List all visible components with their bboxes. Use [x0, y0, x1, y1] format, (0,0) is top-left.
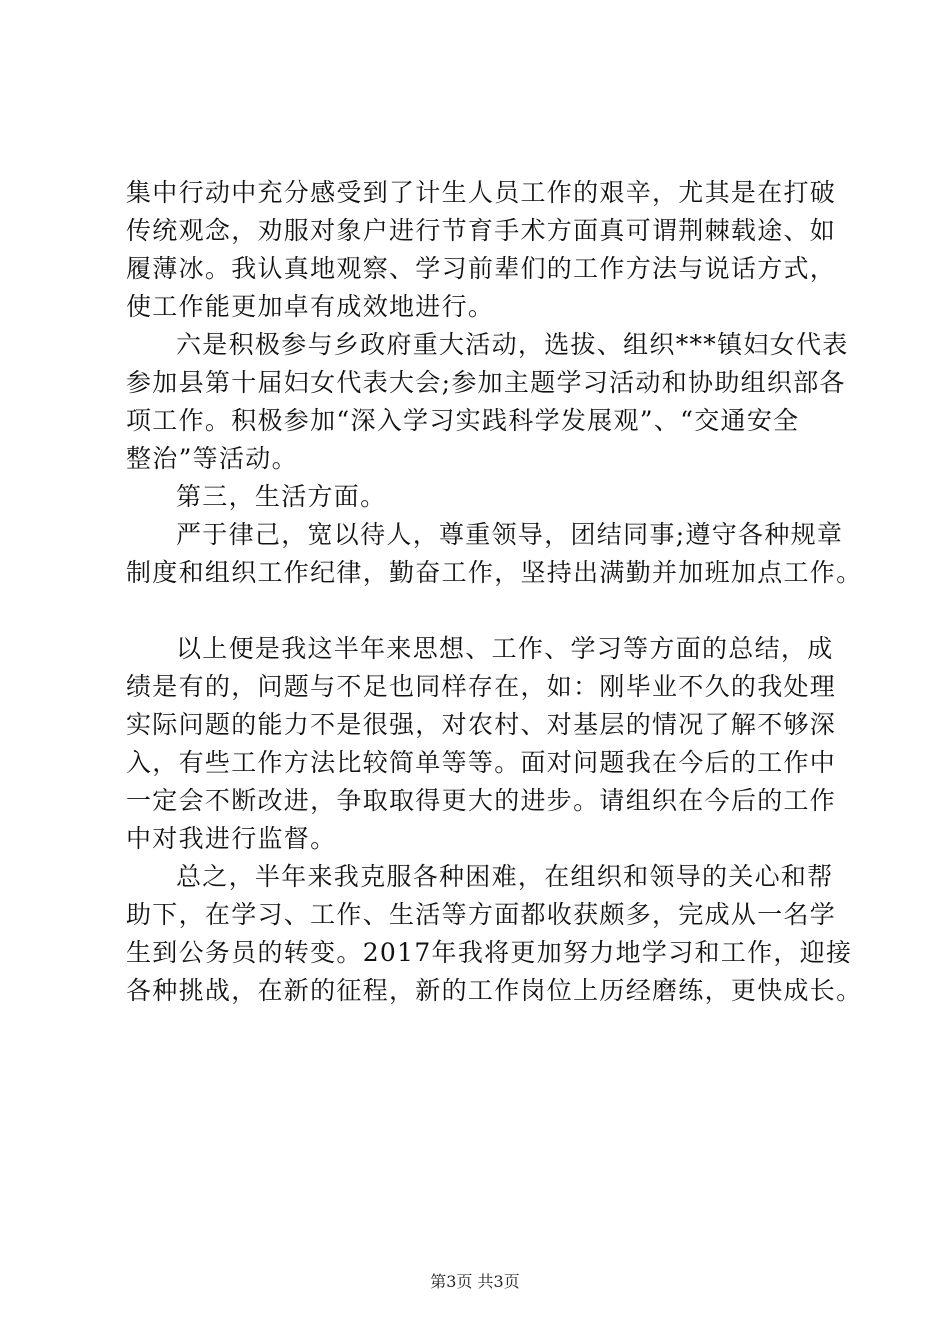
- text-line: 使工作能更加卓有成效地进行。: [126, 292, 495, 321]
- text-line: 制度和组织工作纪律，勤奋工作，坚持出满勤并加班加点工作。: [126, 558, 863, 587]
- text-line: 传统观念，劝服对象户进行节育手术方面真可谓荆棘载途、如: [126, 216, 837, 245]
- text-line: 实际问题的能力不是很强，对农村、对基层的情况了解不够深: [126, 710, 837, 739]
- text-line: 助下，在学习、工作、生活等方面都收获颇多，完成从一名学: [126, 900, 837, 929]
- text-line: 整治”等活动。: [126, 444, 298, 473]
- document-body: [126, 174, 863, 1010]
- text-line: 项工作。积极参加“深入学习实践科学发展观”、“交通安全: [126, 406, 800, 435]
- text-line: 绩是有的，问题与不足也同样存在，如：刚毕业不久的我处理: [126, 672, 837, 701]
- text-line: 参加县第十届妇女代表大会;参加主题学习活动和协助组织部各: [126, 368, 846, 397]
- section-heading: 第三，生活方面。: [176, 482, 387, 511]
- text-line: 总之，半年来我克服各种困难，在组织和领导的关心和帮: [176, 862, 834, 891]
- text-line: 履薄冰。我认真地观察、学习前辈们的工作方法与说话方式，: [126, 254, 837, 283]
- paragraph-gap: [126, 592, 838, 630]
- text-line: 六是积极参与乡政府重大活动，选拔、组织***镇妇女代表: [176, 330, 849, 359]
- page-number-footer: 第3页 共3页: [430, 1272, 520, 1291]
- text-line: 以上便是我这半年来思想、工作、学习等方面的总结，成: [176, 634, 834, 663]
- text-line: 中对我进行监督。: [126, 824, 337, 853]
- text-line: 集中行动中充分感受到了计生人员工作的艰辛，尤其是在打破: [126, 178, 837, 207]
- text-line: 入，有些工作方法比较简单等等。面对问题我在今后的工作中: [126, 748, 837, 777]
- text-line: 生到公务员的转变。2017年我将更加努力地学习和工作，迎接: [126, 938, 853, 967]
- text-line: 严于律己，宽以待人，尊重领导，团结同事;遵守各种规章: [176, 520, 844, 549]
- text-line: 一定会不断改进，争取取得更大的进步。请组织在今后的工作: [126, 786, 837, 815]
- text-line: 各种挑战，在新的征程，新的工作岗位上历经磨练，更快成长。: [126, 976, 863, 1005]
